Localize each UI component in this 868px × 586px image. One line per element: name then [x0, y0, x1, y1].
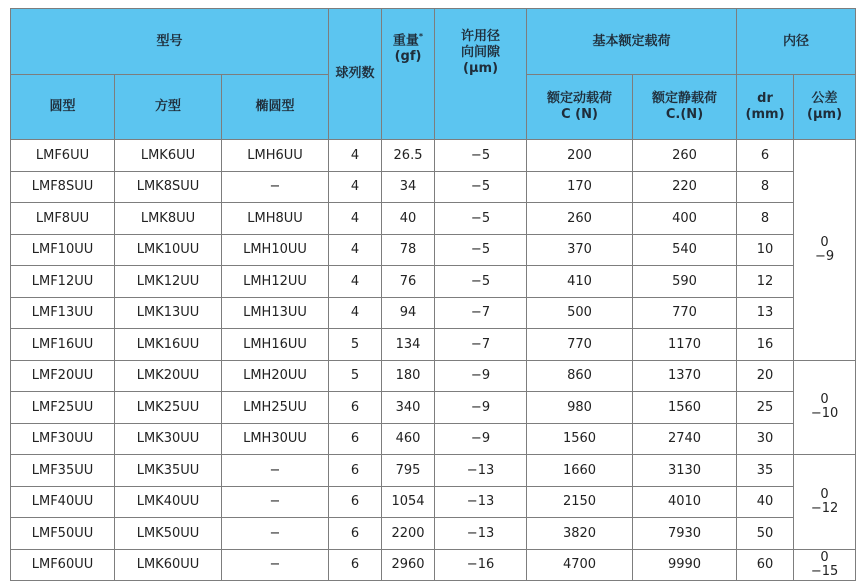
ball-rows-cell: 4 — [329, 234, 382, 266]
table-row — [11, 518, 856, 550]
dr-header — [737, 75, 794, 140]
static-load-label: 额定静载荷 — [652, 91, 718, 106]
tolerance-lower: −15 — [810, 563, 839, 579]
tolerance-upper: 0 — [820, 549, 829, 565]
dynamic-load-cell: 260 — [527, 203, 633, 235]
round-model-cell: LMF60UU — [11, 549, 115, 581]
weight-cell: 34 — [382, 171, 435, 203]
oval-model-cell: LMH25UU — [222, 392, 329, 424]
square-model-cell: LMK13UU — [115, 297, 222, 329]
oval-model-cell: LMH30UU — [222, 423, 329, 455]
tolerance-lower: −10 — [810, 406, 839, 422]
oval-type-header: 椭圆型 — [222, 75, 329, 140]
model-group-header: 型号 — [11, 9, 329, 75]
weight-cell: 1054 — [382, 486, 435, 518]
oval-model-cell: LMH10UU — [222, 234, 329, 266]
dr-cell: 12 — [737, 266, 794, 298]
tolerance-lower: −9 — [814, 248, 835, 264]
table-row — [11, 392, 856, 424]
dr-cell: 40 — [737, 486, 794, 518]
clearance-cell: −13 — [435, 486, 527, 518]
ball-rows-cell: 4 — [329, 203, 382, 235]
table-row — [11, 549, 856, 581]
dr-cell: 30 — [737, 423, 794, 455]
weight-cell: 2200 — [382, 518, 435, 550]
clearance-header — [435, 9, 527, 140]
table-row — [11, 171, 856, 203]
ball-rows-cell: 6 — [329, 549, 382, 581]
tolerance-upper: 0 — [820, 392, 829, 408]
square-model-cell: LMK10UU — [115, 234, 222, 266]
oval-model-cell: − — [222, 171, 329, 203]
basic-load-rating-header: 基本额定载荷 — [527, 9, 737, 75]
clearance-cell: −9 — [435, 360, 527, 392]
square-type-header: 方型 — [115, 75, 222, 140]
ball-rows-cell: 4 — [329, 266, 382, 298]
weight-unit: (gf) — [394, 49, 422, 65]
table-body — [11, 140, 856, 581]
oval-model-cell: − — [222, 486, 329, 518]
static-load-cell: 400 — [633, 203, 737, 235]
dynamic-load-label: 额定动载荷 — [547, 91, 613, 106]
tolerance-header — [794, 75, 856, 140]
tolerance-cell — [794, 455, 856, 550]
round-model-cell: LMF30UU — [11, 423, 115, 455]
tolerance-upper: 0 — [820, 486, 829, 502]
dr-label: dr — [757, 91, 773, 106]
round-model-cell: LMF12UU — [11, 266, 115, 298]
dynamic-load-cell: 3820 — [527, 518, 633, 550]
round-model-cell: LMF16UU — [11, 329, 115, 361]
dynamic-load-cell: 370 — [527, 234, 633, 266]
linear-bearing-spec-table — [10, 8, 856, 581]
tolerance-unit: (μm) — [807, 107, 843, 122]
round-model-cell: LMF10UU — [11, 234, 115, 266]
ball-rows-cell: 6 — [329, 423, 382, 455]
tolerance-cell — [794, 140, 856, 361]
square-model-cell: LMK6UU — [115, 140, 222, 172]
weight-cell: 795 — [382, 455, 435, 487]
table-row — [11, 360, 856, 392]
dynamic-load-cell: 500 — [527, 297, 633, 329]
ball-rows-cell: 4 — [329, 171, 382, 203]
clearance-cell: −5 — [435, 171, 527, 203]
static-load-cell: 9990 — [633, 549, 737, 581]
dr-cell: 25 — [737, 392, 794, 424]
table-row — [11, 297, 856, 329]
table-row — [11, 140, 856, 172]
static-load-cell: 1560 — [633, 392, 737, 424]
dr-cell: 10 — [737, 234, 794, 266]
dynamic-load-cell: 200 — [527, 140, 633, 172]
square-model-cell: LMK40UU — [115, 486, 222, 518]
clearance-cell: −13 — [435, 518, 527, 550]
dynamic-load-unit: C (N) — [561, 107, 598, 122]
weight-cell: 460 — [382, 423, 435, 455]
static-load-cell: 4010 — [633, 486, 737, 518]
round-model-cell: LMF6UU — [11, 140, 115, 172]
table-row — [11, 486, 856, 518]
dr-unit: (mm) — [745, 107, 785, 122]
tolerance-lower: −12 — [810, 500, 839, 516]
clearance-label-line2: 向间隙 — [461, 45, 501, 60]
clearance-cell: −5 — [435, 234, 527, 266]
oval-model-cell: LMH13UU — [222, 297, 329, 329]
weight-cell: 78 — [382, 234, 435, 266]
dynamic-load-cell: 860 — [527, 360, 633, 392]
static-load-unit: C.(N) — [665, 107, 704, 122]
ball-rows-cell: 6 — [329, 486, 382, 518]
clearance-label-line1: 许用径 — [461, 29, 501, 44]
dr-cell: 6 — [737, 140, 794, 172]
ball-rows-cell: 6 — [329, 455, 382, 487]
weight-cell: 26.5 — [382, 140, 435, 172]
static-load-cell: 770 — [633, 297, 737, 329]
table-row — [11, 455, 856, 487]
clearance-cell: −5 — [435, 140, 527, 172]
clearance-cell: −5 — [435, 203, 527, 235]
dr-cell: 8 — [737, 171, 794, 203]
oval-model-cell: − — [222, 549, 329, 581]
static-load-cell: 7930 — [633, 518, 737, 550]
weight-header — [382, 9, 435, 140]
clearance-unit: (μm) — [463, 61, 499, 76]
ball-rows-cell: 4 — [329, 140, 382, 172]
dynamic-load-cell: 770 — [527, 329, 633, 361]
dr-cell: 8 — [737, 203, 794, 235]
weight-cell: 134 — [382, 329, 435, 361]
oval-model-cell: − — [222, 455, 329, 487]
square-model-cell: LMK8SUU — [115, 171, 222, 203]
dynamic-load-cell: 1660 — [527, 455, 633, 487]
dr-cell: 50 — [737, 518, 794, 550]
static-load-cell: 220 — [633, 171, 737, 203]
dynamic-load-cell: 1560 — [527, 423, 633, 455]
clearance-cell: −7 — [435, 329, 527, 361]
weight-cell: 340 — [382, 392, 435, 424]
dynamic-load-cell: 4700 — [527, 549, 633, 581]
static-load-cell: 1370 — [633, 360, 737, 392]
dynamic-load-cell: 2150 — [527, 486, 633, 518]
oval-model-cell: LMH16UU — [222, 329, 329, 361]
round-type-header: 圆型 — [11, 75, 115, 140]
dynamic-load-header — [527, 75, 633, 140]
dynamic-load-cell: 170 — [527, 171, 633, 203]
clearance-cell: −7 — [435, 297, 527, 329]
square-model-cell: LMK20UU — [115, 360, 222, 392]
weight-cell: 180 — [382, 360, 435, 392]
square-model-cell: LMK50UU — [115, 518, 222, 550]
table-row — [11, 203, 856, 235]
round-model-cell: LMF40UU — [11, 486, 115, 518]
round-model-cell: LMF8UU — [11, 203, 115, 235]
round-model-cell: LMF20UU — [11, 360, 115, 392]
square-model-cell: LMK16UU — [115, 329, 222, 361]
weight-cell: 2960 — [382, 549, 435, 581]
table-row — [11, 266, 856, 298]
square-model-cell: LMK35UU — [115, 455, 222, 487]
dr-cell: 35 — [737, 455, 794, 487]
weight-cell: 76 — [382, 266, 435, 298]
clearance-cell: −9 — [435, 392, 527, 424]
static-load-header — [633, 75, 737, 140]
static-load-cell: 590 — [633, 266, 737, 298]
dr-cell: 16 — [737, 329, 794, 361]
tolerance-label: 公差 — [811, 91, 838, 106]
oval-model-cell: LMH20UU — [222, 360, 329, 392]
weight-cell: 40 — [382, 203, 435, 235]
dr-cell: 13 — [737, 297, 794, 329]
round-model-cell: LMF35UU — [11, 455, 115, 487]
static-load-cell: 1170 — [633, 329, 737, 361]
round-model-cell: LMF13UU — [11, 297, 115, 329]
dynamic-load-cell: 980 — [527, 392, 633, 424]
weight-label: 重量 — [392, 33, 419, 49]
table-row — [11, 423, 856, 455]
static-load-cell: 540 — [633, 234, 737, 266]
round-model-cell: LMF8SUU — [11, 171, 115, 203]
clearance-cell: −5 — [435, 266, 527, 298]
inner-diameter-header: 内径 — [737, 9, 856, 75]
tolerance-upper: 0 — [820, 234, 829, 250]
static-load-cell: 3130 — [633, 455, 737, 487]
clearance-cell: −16 — [435, 549, 527, 581]
ball-rows-cell: 5 — [329, 329, 382, 361]
clearance-cell: −13 — [435, 455, 527, 487]
ball-rows-cell: 6 — [329, 518, 382, 550]
tolerance-cell — [794, 360, 856, 455]
table-row — [11, 329, 856, 361]
static-load-cell: 2740 — [633, 423, 737, 455]
dr-cell: 60 — [737, 549, 794, 581]
tolerance-cell — [794, 549, 856, 581]
square-model-cell: LMK8UU — [115, 203, 222, 235]
round-model-cell: LMF50UU — [11, 518, 115, 550]
oval-model-cell: LMH8UU — [222, 203, 329, 235]
dynamic-load-cell: 410 — [527, 266, 633, 298]
dr-cell: 20 — [737, 360, 794, 392]
ball-rows-header: 球列数 — [329, 9, 382, 140]
square-model-cell: LMK12UU — [115, 266, 222, 298]
oval-model-cell: LMH12UU — [222, 266, 329, 298]
square-model-cell: LMK60UU — [115, 549, 222, 581]
round-model-cell: LMF25UU — [11, 392, 115, 424]
table-row — [11, 234, 856, 266]
weight-footnote-mark: * — [418, 32, 424, 41]
oval-model-cell: LMH6UU — [222, 140, 329, 172]
square-model-cell: LMK25UU — [115, 392, 222, 424]
weight-cell: 94 — [382, 297, 435, 329]
clearance-cell: −9 — [435, 423, 527, 455]
ball-rows-cell: 4 — [329, 297, 382, 329]
static-load-cell: 260 — [633, 140, 737, 172]
square-model-cell: LMK30UU — [115, 423, 222, 455]
ball-rows-cell: 6 — [329, 392, 382, 424]
oval-model-cell: − — [222, 518, 329, 550]
ball-rows-cell: 5 — [329, 360, 382, 392]
